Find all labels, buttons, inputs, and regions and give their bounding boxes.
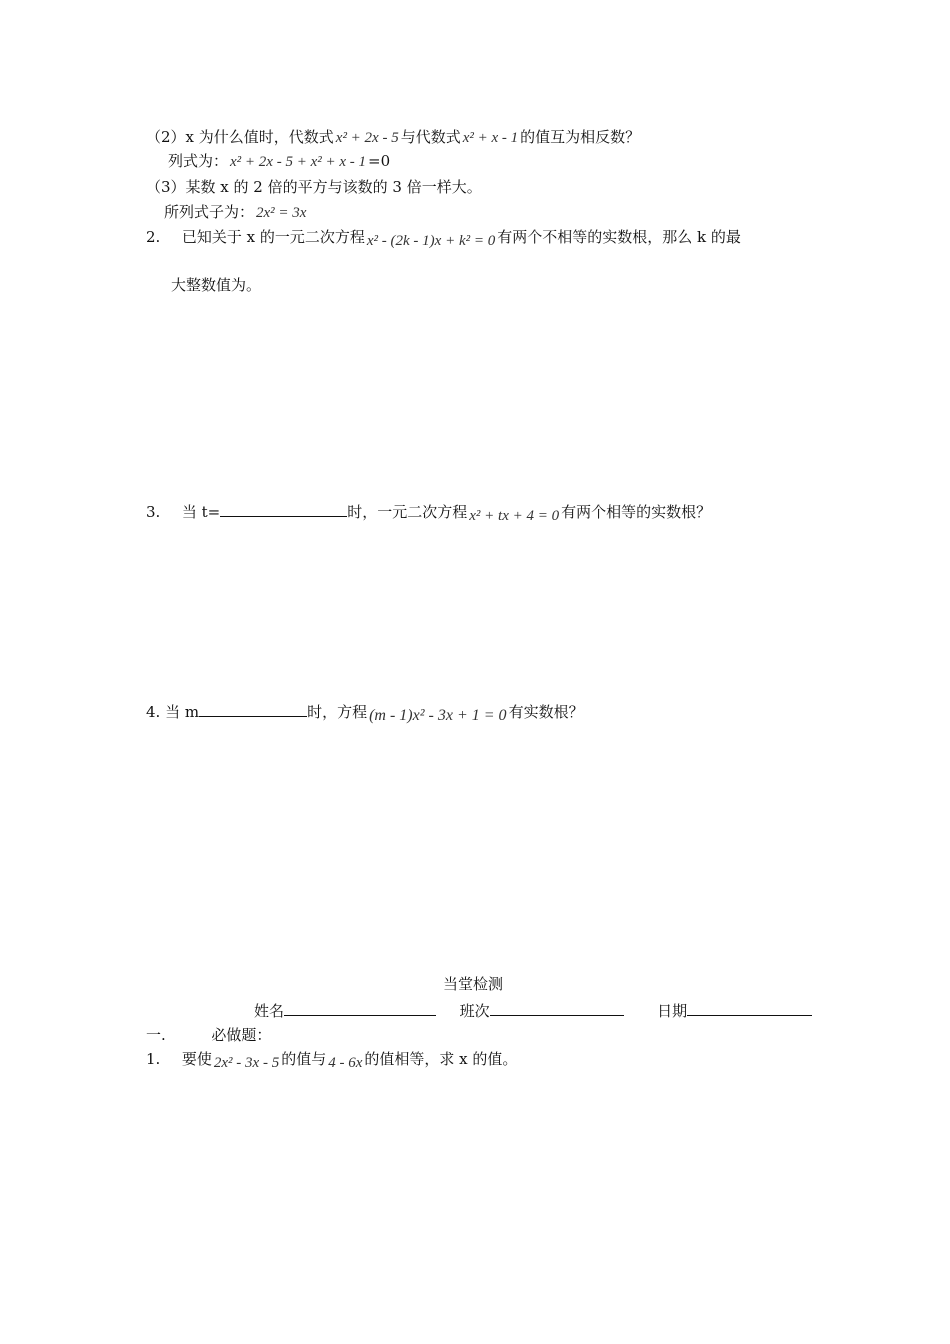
- question-2-line: [146, 127, 640, 148]
- answer-label: 列式为：: [168, 152, 229, 170]
- problem-tail: 有实数根？: [508, 703, 584, 721]
- date-label: 日期: [657, 1002, 688, 1020]
- name-field[interactable]: [284, 999, 436, 1016]
- answer-expression: 2x² = 3x: [256, 205, 307, 221]
- expression-2: 4 - 6x: [328, 1055, 363, 1071]
- question-2-answer-line: [168, 151, 390, 172]
- answer-tail: =0: [368, 152, 391, 170]
- question-3-line: [146, 177, 482, 197]
- problem-number: 2.: [146, 228, 161, 246]
- problem-number: 3.: [146, 503, 161, 521]
- problem-mid: 时，方程: [307, 703, 368, 721]
- expression-1: 2x² - 3x - 5: [213, 1055, 280, 1071]
- test-title: [443, 974, 503, 994]
- test-question-1-line: [146, 1049, 517, 1070]
- section-title: 必做题：: [211, 1026, 272, 1044]
- test-title-text: 当堂检测: [443, 975, 504, 993]
- problem-text: 已知关于 x 的一元二次方程: [181, 228, 365, 246]
- question-mid: 的值与: [281, 1050, 327, 1068]
- problem-2-line: [146, 227, 741, 248]
- answer-label: 所列式子为：: [164, 203, 255, 221]
- section-heading: [146, 1025, 271, 1045]
- class-field[interactable]: [490, 999, 624, 1016]
- question-number: 1.: [146, 1050, 161, 1068]
- problem-text: 当 t=: [181, 503, 221, 521]
- class-label: 班次: [459, 1002, 490, 1020]
- question-tail: 的值相等，求 x 的值。: [364, 1050, 518, 1068]
- equation: (m - 1)x² - 3x + 1 = 0: [369, 707, 507, 724]
- answer-expression: x² + 2x - 5 + x² + x - 1: [230, 154, 366, 170]
- problem-mid: 时，一元二次方程: [347, 503, 468, 521]
- problem-tail: 有两个不相等的实数根，那么 k 的最: [497, 228, 741, 246]
- equation: x² + tx + 4 = 0: [469, 508, 560, 524]
- problem-continuation-text: 大整数值为。: [171, 276, 262, 294]
- name-label: 姓名: [254, 1002, 285, 1020]
- section-number: 一.: [146, 1026, 166, 1044]
- answer-blank[interactable]: [199, 700, 307, 717]
- student-info-line: [254, 999, 812, 1021]
- problem-text: 4. 当 m: [146, 703, 200, 721]
- question-2-mid: 与代数式: [400, 128, 461, 146]
- problem-2-continuation: [171, 275, 261, 295]
- date-field[interactable]: [687, 999, 812, 1016]
- question-2-tail: 的值互为相反数？: [520, 128, 641, 146]
- question-3-answer-line: [164, 202, 308, 223]
- question-2-label: （2）x 为什么值时，代数式: [146, 128, 334, 146]
- question-text: 要使: [181, 1050, 212, 1068]
- problem-3-line: [146, 500, 711, 523]
- answer-blank[interactable]: [220, 500, 347, 517]
- expression-2: x² + x - 1: [462, 130, 519, 146]
- question-3-text: （3）某数 x 的 2 倍的平方与该数的 3 倍一样大。: [146, 178, 482, 196]
- equation: x² - (2k - 1)x + k² = 0: [366, 233, 496, 249]
- expression-1: x² + 2x - 5: [335, 130, 399, 146]
- problem-tail: 有两个相等的实数根？: [561, 503, 712, 521]
- problem-4-line: [146, 700, 584, 723]
